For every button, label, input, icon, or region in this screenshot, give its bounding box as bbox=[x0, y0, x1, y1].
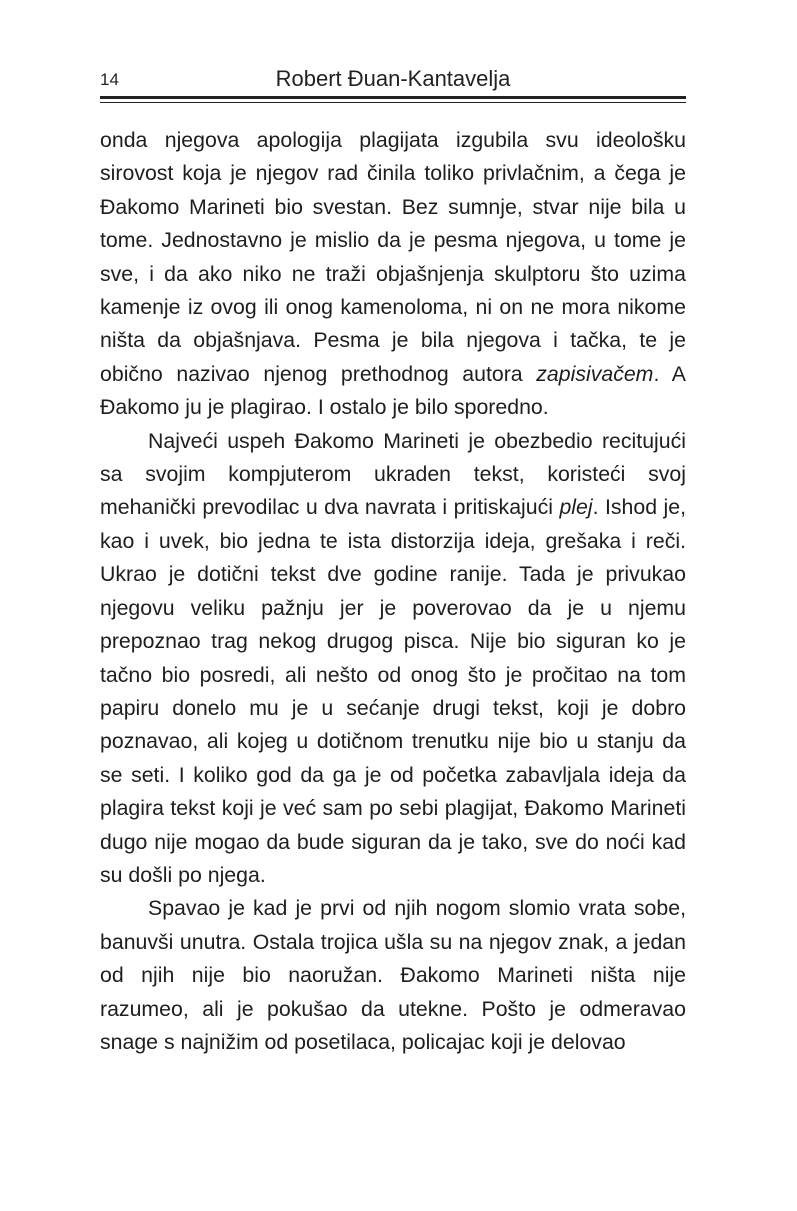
paragraph-2-text-a: Najveći uspeh Đakomo Marineti je obezbedio recitujući sa svojim kompjuterom ukraden tekst, koristeći svoj mehanički prevodilac u dva navrata i pritiskajući bbox=[100, 428, 686, 520]
paragraph-1-italic: zapisivačem bbox=[536, 361, 654, 386]
page-header bbox=[100, 62, 686, 98]
paragraph-1-text-a: onda njegova apologija plagijata izgubila svu ideološku sirovost koja je njegov rad činila toliko privlačnim, a čega je Đakomo Marineti bio svestan. Bez sumnje, stvar nije bila u tome. Jednostavno je mislio da je pesma njegova, u tome je sve, i da ako niko ne traži objašnjenja skulptoru što uzima kamenje iz ovog ili onog kamenoloma, ni on ne mora nikome ništa da objašnjava. Pesma je bila njegova i tačka, te je obično nazivao njenog prethodnog autora bbox=[100, 128, 686, 386]
body-text bbox=[100, 124, 686, 1059]
paragraph-2-italic: plej bbox=[559, 495, 593, 520]
paragraph-1-text-b: . A Đakomo ju je plagirao. I ostalo je bilo sporedno. bbox=[100, 361, 686, 420]
paragraph-2-text-b: . Ishod je, kao i uvek, bio jedna te ista distorzija ideja, grešaka i reči. Ukrao je dotični tekst dve godine ranije. Tada je privukao njegovu veliku pažnju jer je poverovao da je u njemu prepoznao trag nekog drugog pisca. Nije bio siguran ko je tačno bio posredi, ali nešto od onog što je pročitao na tom papiru donelo mu je u sećanje drugi tekst, koji je dobro poznavao, ali kojeg u dotičnom trenutku nije bio u stanju da se seti. I koliko god da ga je od početka zabavljala ideja da plagira tekst koji je već sam po sebi plagijat, Đakomo Marineti dugo nije mogao da bude siguran da je tako, sve do noći kad su došli po njega. bbox=[100, 495, 686, 887]
running-title: Robert Đuan-Kantavelja bbox=[275, 66, 511, 91]
paragraph-3: Spavao je kad je prvi od njih nogom slomio vrata sobe, banuvši unutra. Ostala trojica ušla su na njegov znak, a jedan od njih nije bio naoružan. Đakomo Marineti ništa nije razumeo, ali je pokušao da utekne. Pošto je odmeravao snage s najnižim od posetilaca, policajac koji je delovao bbox=[100, 896, 686, 1054]
paragraph-1 bbox=[100, 124, 686, 425]
page-number: 14 bbox=[100, 70, 119, 89]
header-rule-thick bbox=[100, 96, 686, 99]
paragraph-2 bbox=[100, 425, 686, 893]
header-rule-thin bbox=[100, 102, 686, 103]
